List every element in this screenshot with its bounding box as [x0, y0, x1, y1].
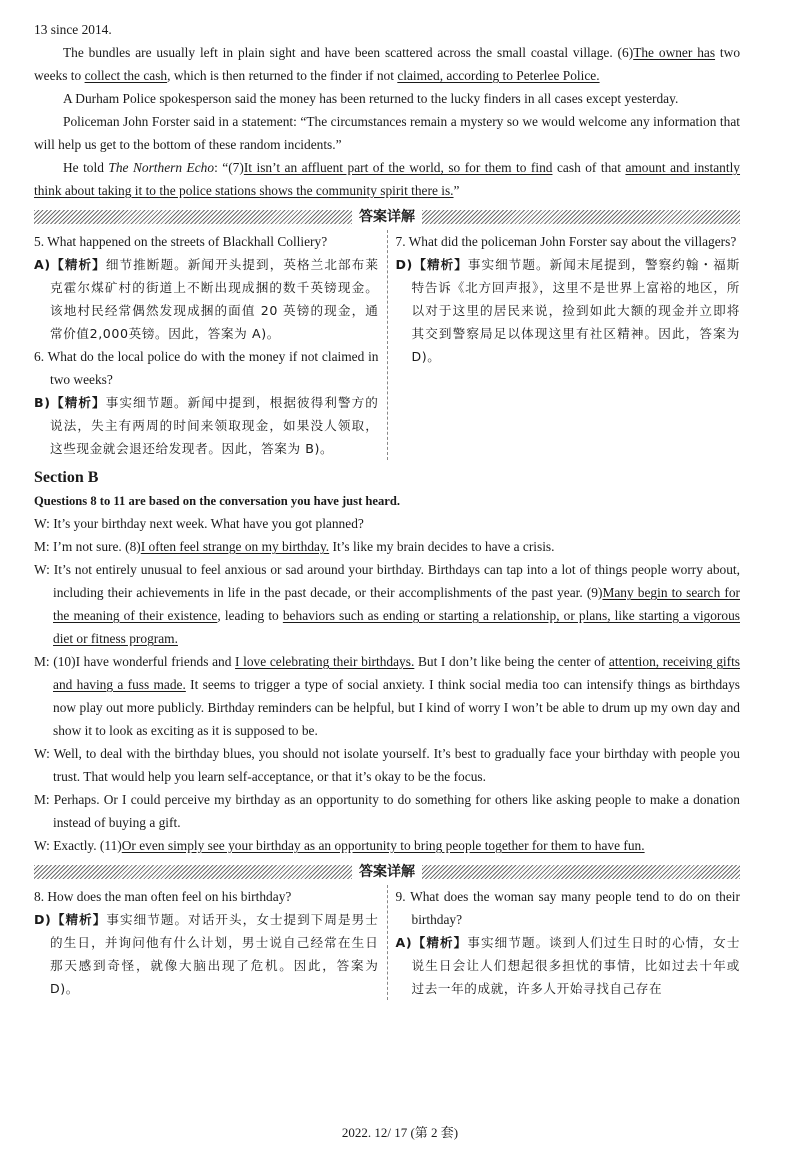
- question-6: 6. What do the local police do with the money if not claimed in two weeks?: [34, 349, 379, 387]
- passage-paragraph-4: He told The Northern Echo: “(7)It isn’t an affluent part of the world, so for them to find cash of that amount and instantly think about taking it to the police stations shows the community spirit there is.”: [34, 160, 741, 198]
- passage-paragraph-3: Policeman John Forster said in a statement: “The circumstances remain a mystery so we would welcome any information that will help us get to the bottom of these random incidents.”: [34, 114, 740, 152]
- dialogue-w1: W: It’s your birthday next week. What have you got planned?: [34, 516, 364, 531]
- banner-hatch-left: [34, 210, 352, 224]
- page: [34, 18, 740, 1000]
- answers-column-left: [34, 230, 388, 460]
- question-5: 5. What happened on the streets of Blackhall Colliery?: [34, 234, 328, 249]
- answer-5: A)【精析】细节推断题。新闻开头提到，英格兰北部布莱克霍尔煤矿村的街道上不断出现成捆的数千英镑现金。该地村民经常偶然发现成捆的面值 20 英镑的现金，通常价值2,000英镑。因此，答案为 A)。: [34, 257, 379, 341]
- answers-column-right: [388, 885, 741, 1000]
- answer-9: A)【精析】事实细节题。谈到人们过生日时的心情，女士说生日会让人们想起很多担忧的事情，比如过去十年或过去一年的成就，许多人开始寻找自己存在: [395, 935, 741, 996]
- answers-block-1: [34, 230, 740, 460]
- dialogue-m2: M: (10)I have wonderful friends and I love celebrating their birthdays. But I don’t like being the center of attention, receiving gifts and having a fuss made. It seems to trigger a type of social anxiety. I think social media too can intensify things as birthdays now play out more publicly. Birthday reminders can be helpful, but I kind of worry I won’t be able to drum up my own day and show it to look as exciting as it is supposed to be.: [34, 654, 741, 738]
- answer-6: B)【精析】事实细节题。新闻中提到，根据彼得利警方的说法，失主有两周的时间来领取现金，如果没人领取，这些现金就会退还给发现者。因此，答案为 B)。: [34, 395, 379, 456]
- dialogue-w4: W: Exactly. (11)Or even simply see your birthday as an opportunity to bring people together for them to have fun.: [34, 838, 645, 853]
- answer-7: D)【精析】事实细节题。新闻末尾提到，警察约翰・福斯特告诉《北方回声报》，这里不是世界上富裕的地区，所以对于这里的居民来说，捡到如此大额的现金并立即将其交到警察局足以体现这里有社区精神。因此，答案为 D)。: [395, 257, 740, 364]
- section-b-title: Section B: [34, 469, 99, 486]
- banner-title: 答案详解: [353, 861, 421, 884]
- question-8: 8. How does the man often feel on his birthday?: [34, 889, 292, 904]
- dialogue-w3: W: Well, to deal with the birthday blues, you should not isolate yourself. It’s best to gradually face your birthday with people you trust. That would help you learn self-acceptance, or that it’s okay to be the focus.: [34, 746, 740, 784]
- answer-8: D)【精析】事实细节题。对话开头，女士提到下周是男士的生日，并询问他有什么计划，男士说自己经常在生日那天感到奇怪，就像大脑出现了危机。因此，答案为 D)。: [34, 912, 379, 996]
- banner-hatch-right: [422, 865, 740, 879]
- dialogue-m1: M: I’m not sure. (8)I often feel strange on my birthday. It’s like my brain decides to have a crisis.: [34, 539, 555, 554]
- answers-column-left: [34, 885, 388, 1000]
- question-7: 7. What did the policeman John Forster say about the villagers?: [395, 234, 737, 249]
- banner-hatch-right: [422, 210, 740, 224]
- dialogue-m3: M: Perhaps. Or I could perceive my birthday as an opportunity to do something for others like asking people to make a donation instead of buying a gift.: [34, 792, 740, 830]
- dialogue-w2: W: It’s not entirely unusual to feel anxious or sad around your birthday. Birthdays can tap into a lot of things people worry about, including their achievements in life in the past decade, or their accomplishments of the past year. (9)Many begin to search for the meaning of their existence, leading to behaviors such as ending or starting a relationship, or plans, like starting a vigorous diet or fitness program.: [34, 562, 740, 646]
- banner-hatch-left: [34, 865, 352, 879]
- passage-paragraph-1: The bundles are usually left in plain sight and have been scattered across the small coastal village. (6)The owner has two weeks to collect the cash, which is then returned to the finder if not claimed, according to Peterlee Police.: [34, 45, 741, 83]
- banner-title: 答案详解: [353, 206, 421, 229]
- answers-block-2: [34, 885, 740, 1000]
- passage-paragraph-2: A Durham Police spokesperson said the money has been returned to the lucky finders in all cases except yesterday.: [63, 91, 679, 106]
- passage-line0: 13 since 2014.: [34, 22, 112, 37]
- page-footer: 2022. 12/ 17 (第 2 套): [341, 1125, 459, 1140]
- answers-column-right: [388, 230, 741, 460]
- answer-banner-1: [34, 206, 740, 228]
- question-9: 9. What does the woman say many people tend to do on their birthday?: [395, 889, 740, 927]
- answer-banner-2: [34, 861, 740, 883]
- section-b-instructions: Questions 8 to 11 are based on the conversation you have just heard.: [34, 494, 401, 508]
